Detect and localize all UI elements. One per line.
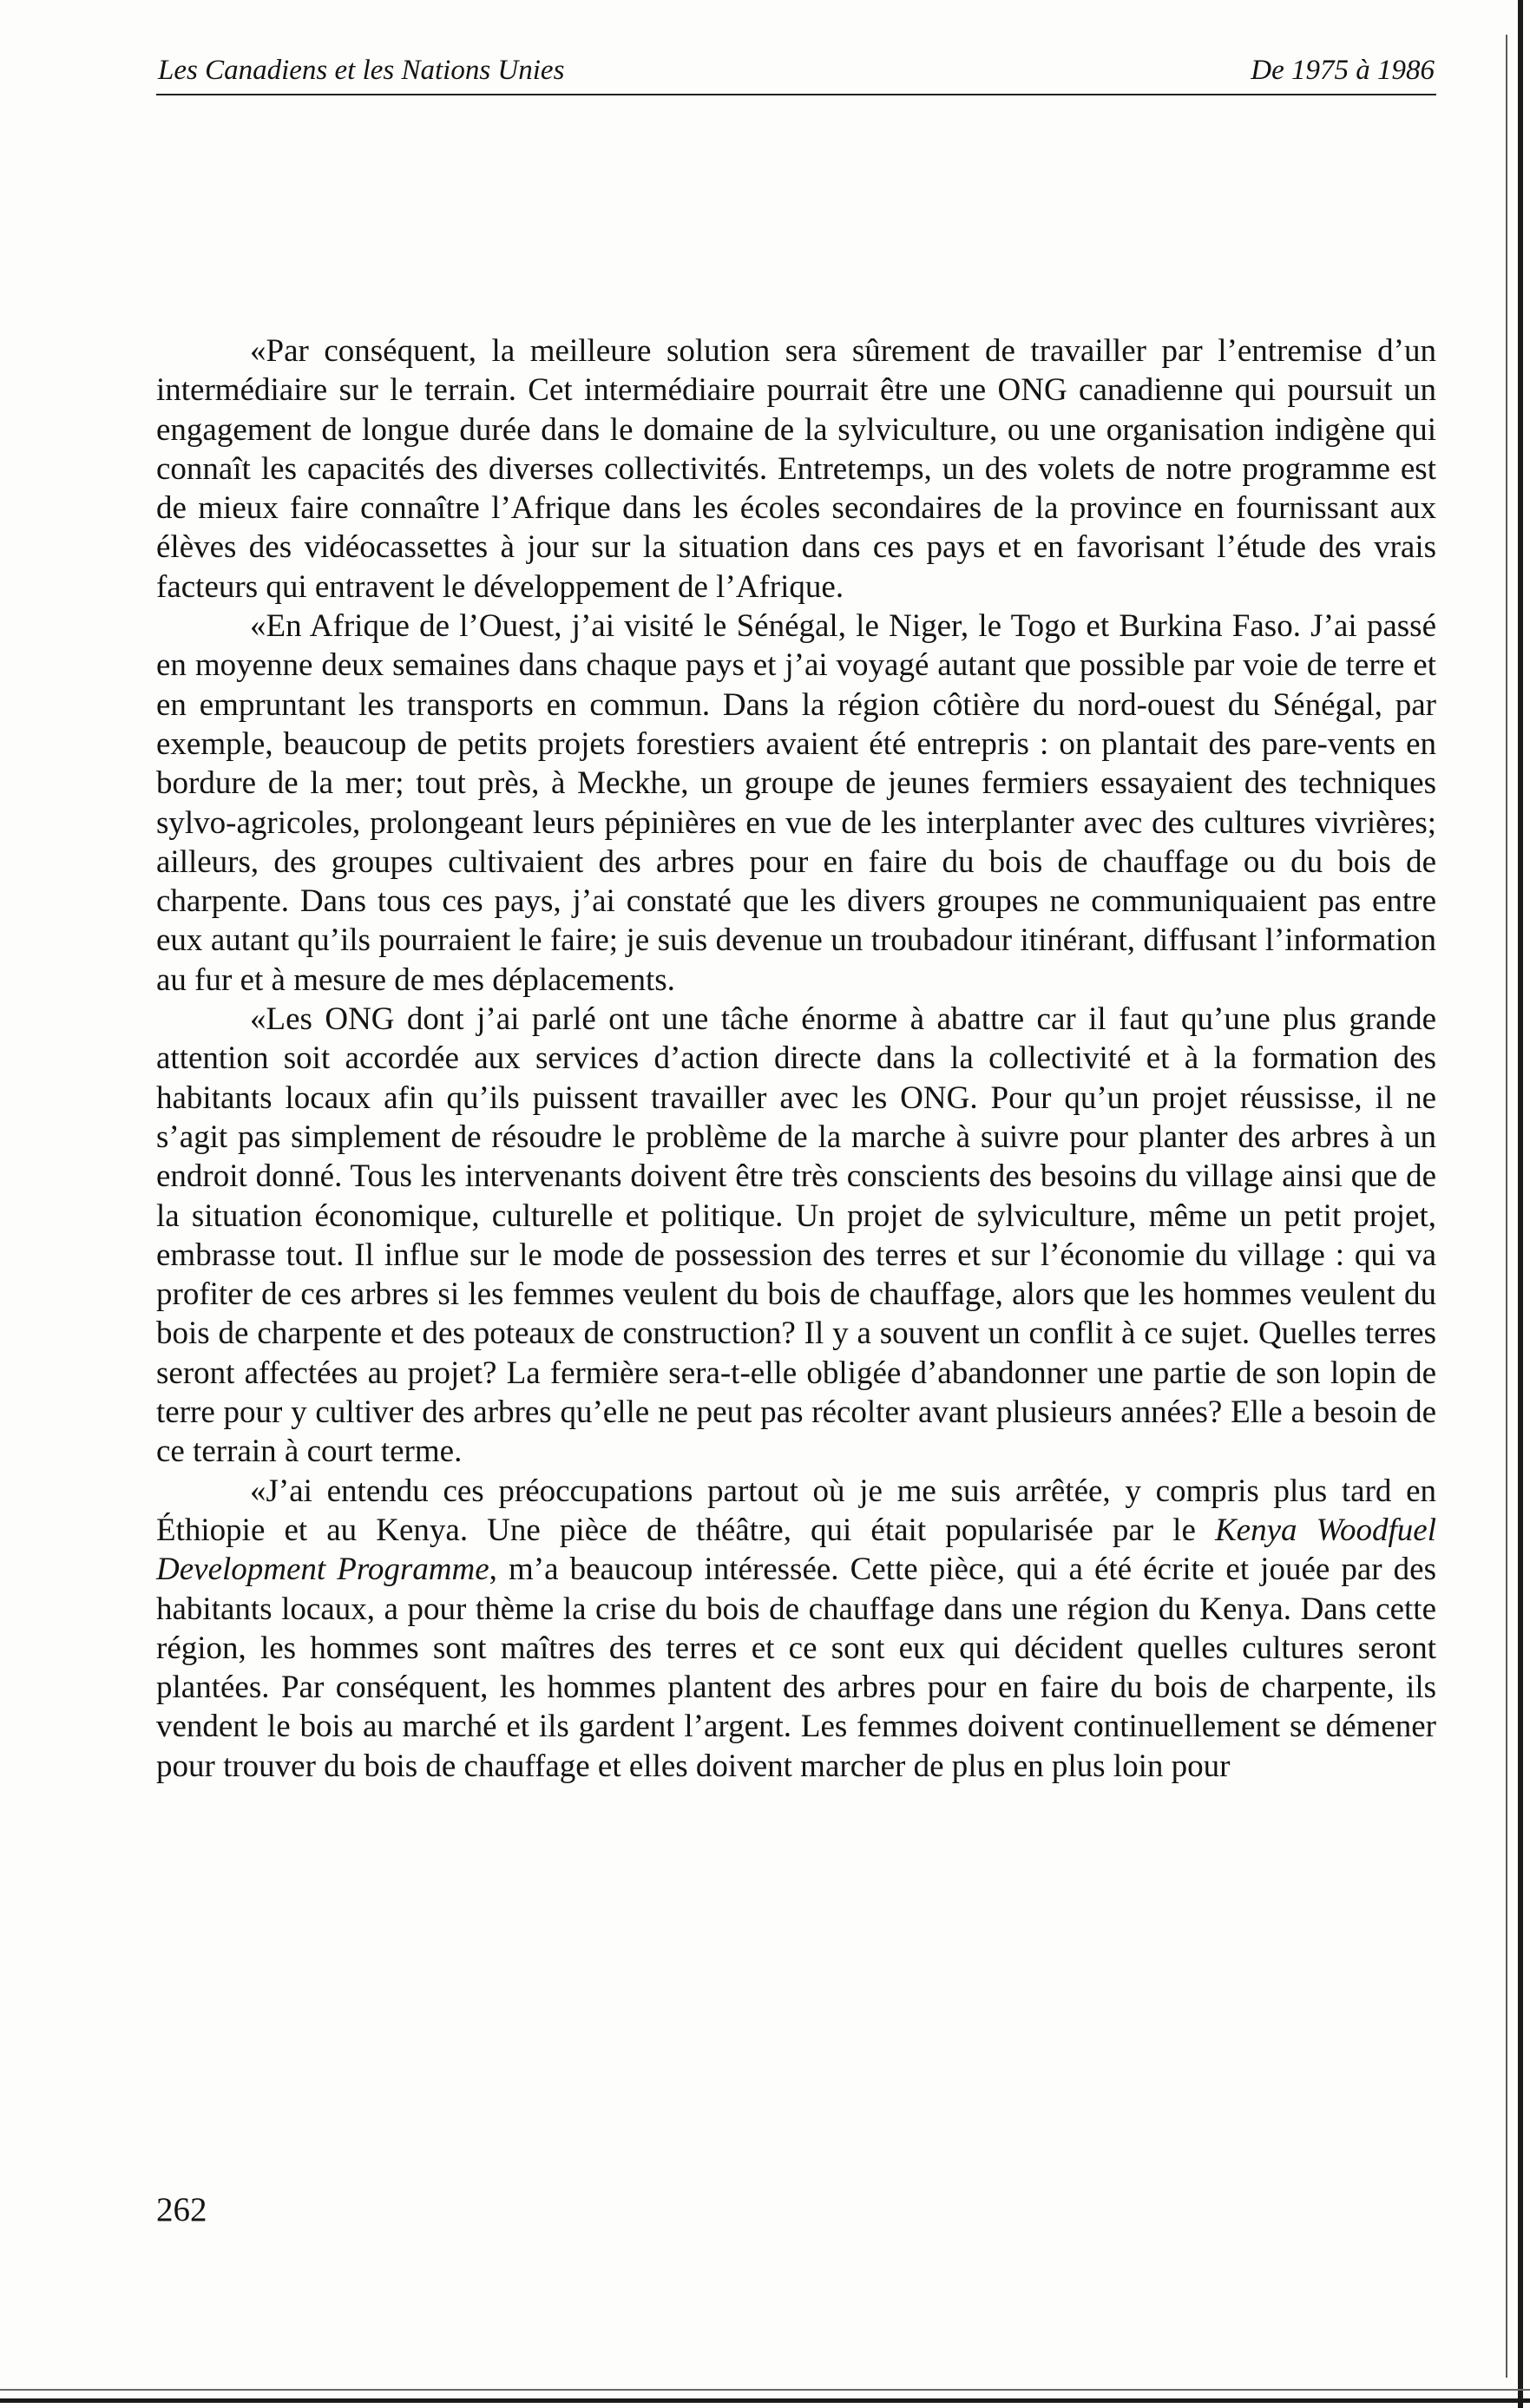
scan-edge-line [0, 2398, 1530, 2403]
scan-edge-line [1518, 0, 1523, 2408]
paragraph: «En Afrique de l’Ouest, j’ai visité le Sénégal, le Niger, le Togo et Burkina Faso. J’ai passé en moyenne deux semaines dans chaque pays et j’ai voyagé autant que possible par voie de terre et en empruntant les transports en commun. Dans la région côtière du nord-ouest du Sénégal, par exemple, beaucoup de petits projets forestiers avaient été entrepris : on plantait des pare-vents en bordure de la mer; tout près, à Meckhe, un groupe de jeunes fermiers essayaient des techniques sylvo-agricoles, prolongeant leurs pépinières en vue de les interplanter avec des cultures vivrières; ailleurs, des groupes cultivaient des arbres pour en faire du bois de chauffage ou du bois de charpente. Dans tous ces pays, j’ai constaté que les divers groupes ne communiquaient pas entre eux autant qu’ils pourraient le faire; je suis devenue un troubadour itinérant, diffusant l’information au fur et à mesure de mes déplacements. [156, 608, 1436, 998]
scan-edge-line [0, 2389, 1530, 2391]
page-number: 262 [156, 2191, 207, 2228]
period-title: De 1975 à 1986 [1251, 55, 1435, 86]
paragraph: «Les ONG dont j’ai parlé ont une tâche énorme à abattre car il faut qu’une plus grande attention soit accordée aux services d’action directe dans la collectivité et à la formation des habitants locaux afin qu’ils puissent travailler avec les ONG. Pour qu’un projet réussisse, il ne s’agit pas simplement de résoudre le problème de la marche à suivre pour planter des arbres à un endroit donné. Tous les intervenants doivent être très conscients des besoins du village ainsi que de la situation économique, culturelle et politique. Un projet de sylviculture, même un petit projet, embrasse tout. Il influe sur le mode de possession des terres et sur l’économie du village : qui va profiter de ces arbres si les femmes veulent du bois de chauffage, alors que les hommes veulent du bois de charpente et des poteaux de construction? Il y a souvent un conflit à ce sujet. Quelles terres seront affectées au projet? La fermière sera-t-elle obligée d’abandonner une partie de son lopin de terre pour y cultiver des arbres qu’elle ne peut pas récolter avant plusieurs années? Elle a besoin de ce terrain à court terme. [156, 1001, 1436, 1470]
scan-edge-line [1506, 35, 1507, 2378]
programme-title: Kenya Woodfuel Development Programme [156, 1512, 1436, 1588]
paragraph [156, 1472, 1436, 1786]
paragraph-text: , m’a beaucoup intéressée. Cette pièce, qui a été écrite et jouée par des habitants locaux, a pour thème la crise du bois de chauffage dans une région du Kenya. Dans cette région, les hommes sont maîtres des terres et ce sont eux qui décident quelles cultures seront plantées. Par conséquent, les hommes plantent des arbres pour en faire du bois de charpente, ils vendent le bois au marché et ils gardent l’argent. Les femmes doivent continuellement se démener pour trouver du bois de chauffage et elles doivent marcher de plus en plus loin pour [156, 1552, 1437, 1784]
book-title: Les Canadiens et les Nations Unies [158, 55, 565, 86]
paragraph-text: «J’ai entendu ces préoccupations partout où je me suis arrêtée, y compris plus tard en Éthiopie et au Kenya. Une pièce de théâtre, qui était popularisée par le [156, 1473, 1436, 1548]
body-text [156, 331, 1436, 1786]
running-header [156, 50, 1436, 95]
paragraph: «Par conséquent, la meilleure solution sera sûrement de travailler par l’entremise d’un intermédiaire sur le terrain. Cet intermédiaire pourrait être une ONG canadienne qui poursuit un engagement de longue durée dans le domaine de la sylviculture, ou une organisation indigène qui connaît les capacités des diverses collectivités. Entretemps, un des volets de notre programme est de mieux faire connaître l’Afrique dans les écoles secondaires de la province en fournissant aux élèves des vidéocassettes à jour sur la situation dans ces pays et en favorisant l’étude des vrais facteurs qui entravent le développement de l’Afrique. [156, 333, 1436, 605]
